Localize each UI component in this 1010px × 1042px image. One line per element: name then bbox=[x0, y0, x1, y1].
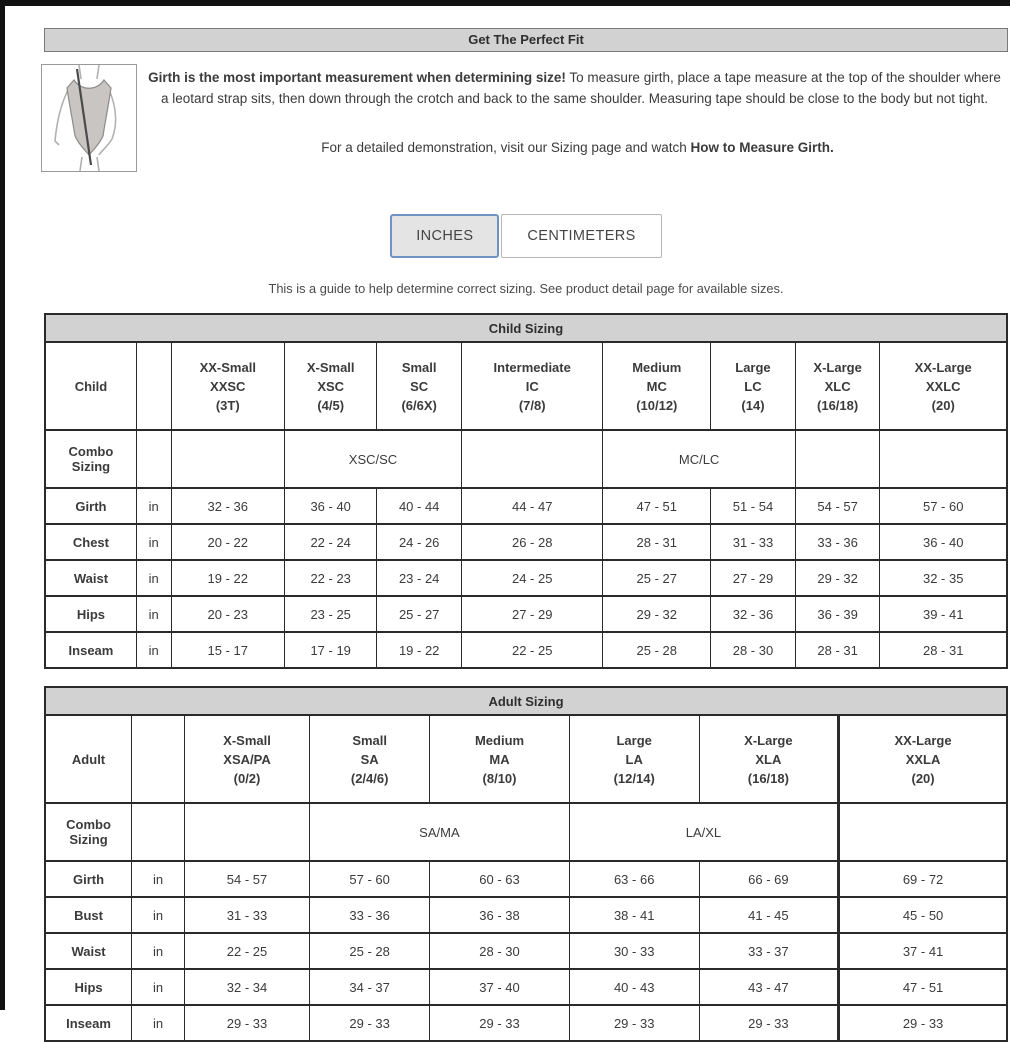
column-header-code: LC bbox=[744, 378, 762, 394]
centimeters-button[interactable]: CENTIMETERS bbox=[501, 214, 661, 258]
value-cell: 36 - 39 bbox=[795, 596, 880, 632]
combo-unit-cell bbox=[136, 430, 171, 488]
table-row-inseam bbox=[45, 632, 1007, 668]
table-corner-label: Adult bbox=[45, 715, 132, 803]
unit-toggle bbox=[44, 214, 1008, 258]
column-header-name: XX-Large bbox=[894, 732, 952, 748]
value-cell: 32 - 34 bbox=[184, 969, 309, 1005]
value-cell: 66 - 69 bbox=[699, 861, 838, 897]
column-header bbox=[310, 715, 430, 803]
column-header-code: SA bbox=[360, 751, 379, 767]
value-cell: 33 - 37 bbox=[699, 933, 838, 969]
row-label: Inseam bbox=[45, 1005, 132, 1041]
column-header-name: Large bbox=[616, 732, 652, 748]
unit-cell: in bbox=[132, 969, 185, 1005]
adult-sizing-table bbox=[44, 686, 1008, 1042]
value-cell: 29 - 33 bbox=[699, 1005, 838, 1041]
column-header-sizes: (4/5) bbox=[317, 397, 345, 413]
value-cell: 24 - 26 bbox=[377, 524, 462, 560]
value-cell: 17 - 19 bbox=[285, 632, 377, 668]
column-header bbox=[569, 715, 699, 803]
column-header bbox=[184, 715, 309, 803]
column-header bbox=[462, 342, 603, 430]
column-header bbox=[880, 342, 1007, 430]
column-header-name: Intermediate bbox=[493, 359, 571, 375]
value-cell: 25 - 28 bbox=[603, 632, 711, 668]
column-header-sizes: (12/14) bbox=[613, 770, 655, 786]
value-cell: 36 - 40 bbox=[285, 488, 377, 524]
combo-cell bbox=[171, 430, 285, 488]
column-header-code: LA bbox=[625, 751, 643, 767]
unit-cell: in bbox=[136, 632, 171, 668]
size-chart-page bbox=[44, 28, 1008, 1042]
unit-cell: in bbox=[132, 897, 185, 933]
value-cell: 23 - 24 bbox=[377, 560, 462, 596]
value-cell: 38 - 41 bbox=[569, 897, 699, 933]
combo-cell: SA/MA bbox=[310, 803, 570, 861]
value-cell: 23 - 25 bbox=[285, 596, 377, 632]
value-cell: 44 - 47 bbox=[462, 488, 603, 524]
value-cell: 32 - 36 bbox=[711, 596, 796, 632]
demo-line bbox=[147, 140, 1008, 155]
value-cell: 28 - 31 bbox=[603, 524, 711, 560]
value-cell: 20 - 22 bbox=[171, 524, 285, 560]
column-header-name: XX-Small bbox=[199, 359, 256, 375]
value-cell: 28 - 31 bbox=[795, 632, 880, 668]
value-cell: 57 - 60 bbox=[310, 861, 430, 897]
value-cell: 43 - 47 bbox=[699, 969, 838, 1005]
column-header-code: XSC bbox=[317, 378, 345, 394]
demo-prefix: For a detailed demonstration, visit our Sizing page and watch bbox=[321, 140, 691, 155]
column-header-code: MC bbox=[646, 378, 667, 394]
leotard-illustration-svg bbox=[42, 65, 136, 171]
value-cell: 29 - 33 bbox=[430, 1005, 569, 1041]
column-header-sizes: (20) bbox=[931, 397, 955, 413]
demo-bold: How to Measure Girth. bbox=[690, 140, 834, 155]
column-header-name: X-Large bbox=[744, 732, 793, 748]
table-row-girth bbox=[45, 488, 1007, 524]
value-cell: 29 - 32 bbox=[795, 560, 880, 596]
value-cell: 32 - 36 bbox=[171, 488, 285, 524]
value-cell: 37 - 41 bbox=[839, 933, 1007, 969]
value-cell: 27 - 29 bbox=[711, 560, 796, 596]
value-cell: 31 - 33 bbox=[184, 897, 309, 933]
value-cell: 25 - 28 bbox=[310, 933, 430, 969]
column-header-sizes: (14) bbox=[741, 397, 765, 413]
unit-cell: in bbox=[136, 560, 171, 596]
combo-cell bbox=[795, 430, 880, 488]
column-header bbox=[699, 715, 838, 803]
value-cell: 63 - 66 bbox=[569, 861, 699, 897]
intro-bold-lead: Girth is the most important measurement when determining size! bbox=[148, 70, 566, 85]
combo-row-label: Combo Sizing bbox=[45, 430, 136, 488]
value-cell: 54 - 57 bbox=[795, 488, 880, 524]
column-header bbox=[285, 342, 377, 430]
value-cell: 22 - 25 bbox=[462, 632, 603, 668]
table-row-waist bbox=[45, 933, 1007, 969]
page-left-border bbox=[0, 0, 5, 1010]
value-cell: 24 - 25 bbox=[462, 560, 603, 596]
table-row-bust bbox=[45, 897, 1007, 933]
value-cell: 30 - 33 bbox=[569, 933, 699, 969]
value-cell: 28 - 30 bbox=[430, 933, 569, 969]
value-cell: 47 - 51 bbox=[839, 969, 1007, 1005]
value-cell: 34 - 37 bbox=[310, 969, 430, 1005]
column-header-sizes: (16/18) bbox=[747, 770, 789, 786]
row-label: Waist bbox=[45, 933, 132, 969]
value-cell: 69 - 72 bbox=[839, 861, 1007, 897]
value-cell: 29 - 33 bbox=[310, 1005, 430, 1041]
column-header-sizes: (16/18) bbox=[817, 397, 859, 413]
table-row-hips bbox=[45, 596, 1007, 632]
column-header-code: IC bbox=[525, 378, 539, 394]
column-header-name: Medium bbox=[632, 359, 682, 375]
unit-cell: in bbox=[132, 1005, 185, 1041]
column-header bbox=[711, 342, 796, 430]
column-header-name: X-Small bbox=[306, 359, 355, 375]
value-cell: 57 - 60 bbox=[880, 488, 1007, 524]
row-label: Hips bbox=[45, 596, 136, 632]
column-header-sizes: (6/6X) bbox=[401, 397, 437, 413]
combo-unit-cell bbox=[132, 803, 185, 861]
column-header-sizes: (8/10) bbox=[482, 770, 517, 786]
table-row-inseam bbox=[45, 1005, 1007, 1041]
column-header-sizes: (10/12) bbox=[636, 397, 678, 413]
column-header-name: Small bbox=[352, 732, 387, 748]
value-cell: 33 - 36 bbox=[795, 524, 880, 560]
intro-section bbox=[44, 64, 1008, 172]
column-header-code: SC bbox=[410, 378, 429, 394]
column-header-name: Large bbox=[735, 359, 771, 375]
value-cell: 51 - 54 bbox=[711, 488, 796, 524]
value-cell: 22 - 23 bbox=[285, 560, 377, 596]
column-header-sizes: (3T) bbox=[215, 397, 240, 413]
value-cell: 31 - 33 bbox=[711, 524, 796, 560]
row-label: Girth bbox=[45, 861, 132, 897]
intro-paragraph bbox=[147, 67, 1002, 109]
column-header bbox=[430, 715, 569, 803]
column-header-name: X-Large bbox=[813, 359, 862, 375]
value-cell: 28 - 31 bbox=[880, 632, 1007, 668]
row-label: Chest bbox=[45, 524, 136, 560]
row-label: Inseam bbox=[45, 632, 136, 668]
table-title: Adult Sizing bbox=[45, 687, 1007, 715]
column-header-sizes: (20) bbox=[911, 770, 935, 786]
leotard-girth-diagram bbox=[41, 64, 137, 172]
table-row-girth bbox=[45, 861, 1007, 897]
value-cell: 36 - 38 bbox=[430, 897, 569, 933]
column-header-name: Small bbox=[401, 359, 437, 375]
value-cell: 25 - 27 bbox=[377, 596, 462, 632]
row-label: Bust bbox=[45, 897, 132, 933]
value-cell: 60 - 63 bbox=[430, 861, 569, 897]
value-cell: 26 - 28 bbox=[462, 524, 603, 560]
unit-cell: in bbox=[136, 488, 171, 524]
sizing-note: This is a guide to help determine correct sizing. See product detail page for available sizes. bbox=[268, 281, 784, 296]
value-cell: 33 - 36 bbox=[310, 897, 430, 933]
unit-cell: in bbox=[132, 861, 185, 897]
combo-cell: LA/XL bbox=[569, 803, 838, 861]
value-cell: 40 - 43 bbox=[569, 969, 699, 1005]
column-header-sizes: (0/2) bbox=[233, 770, 261, 786]
row-label: Girth bbox=[45, 488, 136, 524]
unit-cell: in bbox=[132, 933, 185, 969]
value-cell: 29 - 33 bbox=[184, 1005, 309, 1041]
column-header-name: Medium bbox=[474, 732, 525, 748]
inches-button[interactable]: INCHES bbox=[390, 214, 499, 258]
column-header-sizes: (2/4/6) bbox=[350, 770, 389, 786]
column-header-name: XX-Large bbox=[914, 359, 972, 375]
value-cell: 32 - 35 bbox=[880, 560, 1007, 596]
intro-rest: To measure girth, place a tape measure at the top of the shoulder where a leotard strap sits, then down through the crotch and back to the same shoulder. Measuring tape should be close to the body but not tight. bbox=[160, 70, 1001, 106]
row-label: Hips bbox=[45, 969, 132, 1005]
value-cell: 54 - 57 bbox=[184, 861, 309, 897]
value-cell: 47 - 51 bbox=[603, 488, 711, 524]
table-row-waist bbox=[45, 560, 1007, 596]
page-title: Get The Perfect Fit bbox=[468, 32, 584, 47]
unit-cell: in bbox=[136, 596, 171, 632]
value-cell: 29 - 33 bbox=[839, 1005, 1007, 1041]
combo-cell bbox=[839, 803, 1007, 861]
value-cell: 45 - 50 bbox=[839, 897, 1007, 933]
value-cell: 19 - 22 bbox=[171, 560, 285, 596]
column-header-code: XXLC bbox=[925, 378, 961, 394]
column-header bbox=[171, 342, 285, 430]
child-sizing-table bbox=[44, 313, 1008, 669]
value-cell: 25 - 27 bbox=[603, 560, 711, 596]
column-header-code: XXLA bbox=[905, 751, 941, 767]
intro-text-column bbox=[137, 64, 1008, 172]
row-label: Waist bbox=[45, 560, 136, 596]
unit-header-cell bbox=[136, 342, 171, 430]
column-header bbox=[377, 342, 462, 430]
column-header-name: X-Small bbox=[223, 732, 271, 748]
page-top-border bbox=[0, 0, 1010, 6]
value-cell: 22 - 24 bbox=[285, 524, 377, 560]
value-cell: 40 - 44 bbox=[377, 488, 462, 524]
value-cell: 29 - 33 bbox=[569, 1005, 699, 1041]
combo-cell bbox=[462, 430, 603, 488]
table-title: Child Sizing bbox=[45, 314, 1007, 342]
value-cell: 22 - 25 bbox=[184, 933, 309, 969]
unit-header-cell bbox=[132, 715, 185, 803]
column-header-sizes: (7/8) bbox=[518, 397, 546, 413]
column-header-code: MA bbox=[489, 751, 510, 767]
column-header bbox=[795, 342, 880, 430]
column-header-code: XLC bbox=[824, 378, 851, 394]
combo-cell: XSC/SC bbox=[285, 430, 462, 488]
table-row-hips bbox=[45, 969, 1007, 1005]
combo-cell bbox=[880, 430, 1007, 488]
combo-cell bbox=[184, 803, 309, 861]
column-header-code: XLA bbox=[755, 751, 782, 767]
table-corner-label: Child bbox=[45, 342, 136, 430]
value-cell: 27 - 29 bbox=[462, 596, 603, 632]
value-cell: 15 - 17 bbox=[171, 632, 285, 668]
value-cell: 20 - 23 bbox=[171, 596, 285, 632]
value-cell: 41 - 45 bbox=[699, 897, 838, 933]
column-header bbox=[603, 342, 711, 430]
column-header bbox=[839, 715, 1007, 803]
value-cell: 37 - 40 bbox=[430, 969, 569, 1005]
combo-cell: MC/LC bbox=[603, 430, 795, 488]
value-cell: 28 - 30 bbox=[711, 632, 796, 668]
column-header-code: XXSC bbox=[210, 378, 246, 394]
value-cell: 19 - 22 bbox=[377, 632, 462, 668]
page-title-bar bbox=[44, 28, 1008, 52]
unit-cell: in bbox=[136, 524, 171, 560]
table-row-chest bbox=[45, 524, 1007, 560]
value-cell: 36 - 40 bbox=[880, 524, 1007, 560]
combo-row-label: Combo Sizing bbox=[45, 803, 132, 861]
value-cell: 39 - 41 bbox=[880, 596, 1007, 632]
column-header-code: XSA/PA bbox=[223, 751, 271, 767]
value-cell: 29 - 32 bbox=[603, 596, 711, 632]
